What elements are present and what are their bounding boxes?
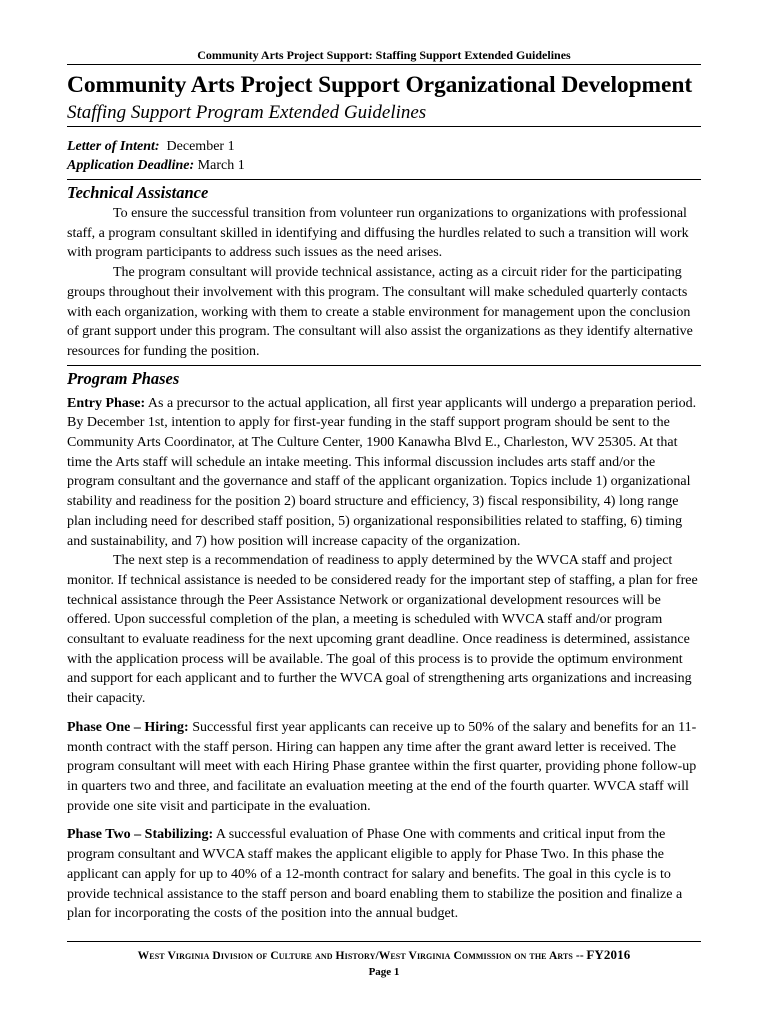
subtitle: Staffing Support Program Extended Guidelines xyxy=(67,102,427,123)
title-divider xyxy=(67,126,701,127)
main-title: Community Arts Project Support Organizational Development xyxy=(67,72,693,98)
footer-fiscal-year: FY2016 xyxy=(586,947,631,962)
entry-phase-text: As a precursor to the actual application, all first year applicants will undergo a preparation period. By December 1st, intention to apply for first-year funding in the staff support program should be sent to the Community Arts Coordinator, at The Culture Center, 1900 Kanawha Blvd E., Charleston, WV 25305. At that time the Arts staff will schedule an intake meeting. This informal discussion includes arts staff and/or the program consultant and the governance and staff of the applicant organization. Topics include 1) organizational stability and readiness for the position 2) board structure and efficiency, 3) fiscal responsibility, 4) long range plan including need for described staff position, 5) organizational responsibilities related to staffing, 6) timing and sustainability, and 7) how position will increase capacity of the organization. xyxy=(67,395,697,549)
entry-phase-paragraph xyxy=(67,394,701,552)
entry-phase-label: Entry Phase: xyxy=(67,395,146,411)
section-divider xyxy=(67,365,701,366)
phase-two-paragraph xyxy=(67,825,701,924)
phase-one-paragraph xyxy=(67,718,701,817)
program-phases-heading: Program Phases xyxy=(67,368,180,388)
page-footer xyxy=(67,941,701,978)
header-divider xyxy=(67,64,701,65)
technical-assistance-heading: Technical Assistance xyxy=(67,183,209,202)
dates-divider xyxy=(67,179,701,180)
application-deadline-date: March 1 xyxy=(197,158,245,173)
letter-of-intent-label: Letter of Intent: xyxy=(67,139,160,154)
application-deadline-row xyxy=(67,156,701,175)
footer-agency-line xyxy=(67,948,701,964)
document-page xyxy=(67,0,701,924)
technical-assistance-paragraph-2: The program consultant will provide technical assistance, acting as a circuit rider for the participating groups throughout their involvement with this program. The consultant will make scheduled quarterly contacts with each organization, working with them to create a stable environment for management upon the conclusion of grant support under this program. The consultant will also assist the organizations as they identify alternative resources for funding the position. xyxy=(67,265,693,359)
letter-of-intent-row xyxy=(67,137,701,156)
phase-two-label: Phase Two – Stabilizing: xyxy=(67,827,214,843)
footer-agency: West Virginia Division of Culture and History/West Virginia Commission on the Arts -- xyxy=(137,950,584,962)
application-deadline-label: Application Deadline: xyxy=(67,158,195,173)
footer-divider xyxy=(67,941,701,942)
next-step-paragraph: The next step is a recommendation of readiness to apply determined by the WVCA staff and project monitor. If technical assistance is needed to be considered ready for the important step of staffing, a plan for free technical assistance through the Peer Assistance Network or organizational development resources will be offered. Upon successful completion of the plan, a meeting is scheduled with WVCA staff and/or program consultant to evaluate readiness for the next upcoming grant deadline. Once readiness is determined, assistance with the application process will be available. The goal of this process is to provide the optimum environment and support for each applicant and to further the WVCA goal of strengthening arts organizations and increasing their capacity. xyxy=(67,553,698,707)
letter-of-intent-date: December 1 xyxy=(166,139,235,154)
phase-one-label: Phase One – Hiring: xyxy=(67,719,189,735)
page-number: Page 1 xyxy=(368,966,400,978)
phase-one-text: Successful first year applicants can receive up to 50% of the salary and benefits for an 11-month contract with the staff person. Hiring can happen any time after the grant award letter is received. The program consultant will meet with each Hiring Phase grantee within the first quarter, providing phone follow-up in quarters two and three, and facilitate an evaluation meeting at the end of the fourth quarter. WVCA staff will provide one site visit and participate in the evaluation. xyxy=(67,719,697,814)
technical-assistance-paragraph-1: To ensure the successful transition from volunteer run organizations to organizations with professional staff, a program consultant skilled in identifying and diffusing the hurdles related to such a transition will work with program participants to address such issues as the need arises. xyxy=(67,206,689,261)
key-dates xyxy=(67,137,701,175)
running-header: Community Arts Project Support: Staffing Support Extended Guidelines xyxy=(197,48,571,62)
phase-two-text: A successful evaluation of Phase One with comments and critical input from the program consultant and WVCA staff makes the applicant eligible to apply for Phase Two. In this phase the applicant can apply for up to 40% of a 12-month contract for salary and benefits. The goal in this cycle is to provide technical assistance to the staff person and board enabling them to stabilize the position and finalize a plan for incorporating the costs of the position into the annual budget. xyxy=(67,827,683,922)
